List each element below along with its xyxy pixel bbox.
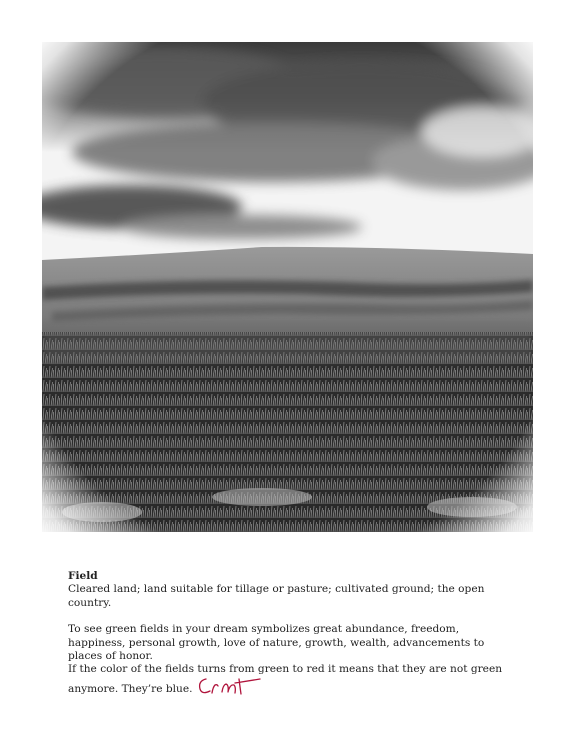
field-photo-image	[42, 42, 533, 532]
entry-paragraph-2	[68, 663, 518, 700]
entry-title: Field	[68, 570, 98, 582]
handwritten-signature	[196, 673, 262, 697]
dictionary-entry	[68, 570, 518, 701]
entry-paragraph-2-text: If the color of the fields turns from green to red it means that they are not green anymore. They’re blue.	[68, 663, 503, 695]
entry-definition: Cleared land; land suitable for tillage or pasture; cultivated ground; the open country.	[68, 583, 485, 609]
entry-paragraph-1: To see green fields in your dream symbolizes great abundance, freedom, happiness, personal growth, love of nature, growth, wealth, advancements to places of honor.	[68, 623, 485, 663]
landscape-photo	[42, 42, 533, 532]
paragraph-spacer	[68, 610, 518, 623]
